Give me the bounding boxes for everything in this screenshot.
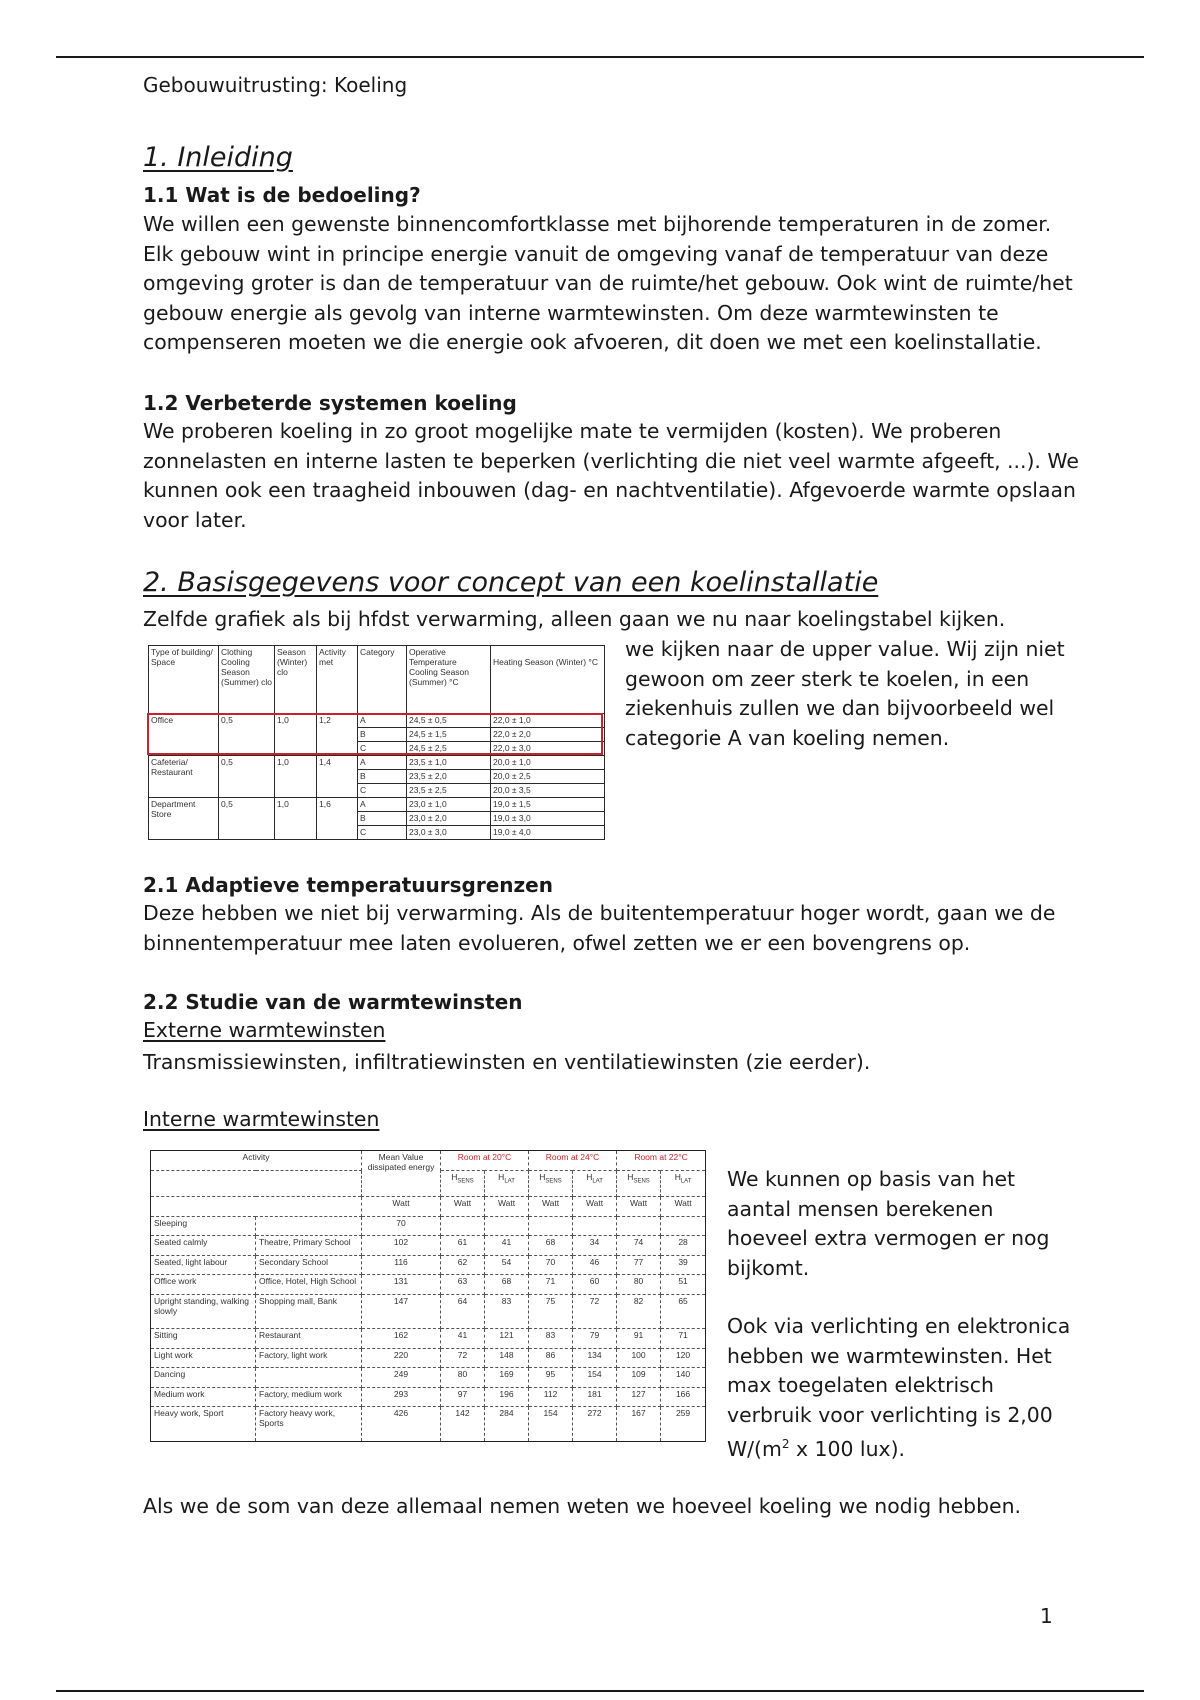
- t2-example: Office, Hotel, High School: [256, 1275, 362, 1295]
- t2-mean: 426: [362, 1407, 441, 1442]
- t1-heat: 22,0 ± 2,0: [491, 728, 605, 742]
- subsection-1-2-heading: 1.2 Verbeterde systemen koeling: [143, 391, 517, 415]
- t1-header-operative: Operative Temperature: [409, 647, 457, 667]
- t2-value: 41: [485, 1236, 529, 1256]
- t2-value: 51: [661, 1275, 706, 1295]
- t1-cool: 23,5 ± 2,0: [407, 770, 491, 784]
- t1-cat: A: [358, 756, 407, 770]
- t2-mean: 131: [362, 1275, 441, 1295]
- t2-value: 61: [441, 1236, 485, 1256]
- t2-value: 77: [617, 1255, 661, 1275]
- t1-heat: 22,0 ± 1,0: [491, 714, 605, 728]
- t2-value: 112: [529, 1387, 573, 1407]
- t2-activity: Seated, light labour: [151, 1255, 256, 1275]
- t2-header-room24: Room at 24°C: [529, 1151, 617, 1171]
- t1-heat: 20,0 ± 1,0: [491, 756, 605, 770]
- t2-unit: Watt: [441, 1197, 485, 1217]
- section1-heading: 1. Inleiding: [143, 142, 293, 173]
- table-row: [151, 1275, 706, 1295]
- office-row-highlight: [147, 713, 603, 755]
- t2-value: 54: [485, 1255, 529, 1275]
- t2-value: 39: [661, 1255, 706, 1275]
- t2-value: 109: [617, 1368, 661, 1388]
- t2-value: [573, 1216, 617, 1236]
- paragraph-1-2: [143, 417, 1079, 535]
- t1-clo-summer: 0,5: [219, 756, 275, 798]
- table-unit-row: [151, 1197, 706, 1217]
- t1-clo-winter: 1,0: [275, 798, 317, 840]
- paragraph-1-1: [143, 210, 1073, 358]
- t2-header-activity: Activity: [151, 1151, 362, 1171]
- t1-header-category: Category: [358, 646, 407, 714]
- t2-value: 83: [529, 1329, 573, 1349]
- t2-value: 86: [529, 1348, 573, 1368]
- section2-intro: Zelfde grafiek als bij hfdst verwarming, alleen gaan we nu naar koelingstabel kijken.: [143, 607, 1006, 631]
- t1-cat: C: [358, 784, 407, 798]
- table-row: [151, 1407, 706, 1442]
- t2-example: Factory heavy work, Sports: [256, 1407, 362, 1442]
- t2-mean: 147: [362, 1294, 441, 1329]
- t2-mean: 162: [362, 1329, 441, 1349]
- text-line: Deze hebben we niet bij verwarming. Als de buitentemperatuur hoger wordt, gaan we de: [143, 901, 1056, 925]
- t2-value: 71: [529, 1275, 573, 1295]
- t1-heat: 19,0 ± 1,5: [491, 798, 605, 812]
- text-line: ziekenhuis zullen we dan bijvoorbeeld wel: [625, 696, 1055, 720]
- t1-space: Cafeteria/ Restaurant: [149, 756, 219, 798]
- t1-space: Office: [149, 714, 219, 756]
- text-line: Elk gebouw wint in principe energie vanuit de omgeving vanaf de temperatuur van deze: [143, 241, 1049, 266]
- t2-value: 142: [441, 1407, 485, 1442]
- t1-cool: 23,0 ± 2,0: [407, 812, 491, 826]
- text-line: voor later.: [143, 507, 247, 532]
- t1-cool: 24,5 ± 0,5: [407, 714, 491, 728]
- table-row: [149, 756, 605, 770]
- t1-heat: 19,0 ± 4,0: [491, 826, 605, 840]
- t2-example: Factory, light work: [256, 1348, 362, 1368]
- t2-value: 60: [573, 1275, 617, 1295]
- text-line: Ook via verlichting en elektronica: [727, 1314, 1071, 1338]
- internal-heat-gains-table: [150, 1150, 705, 1442]
- comfort-category-table: [148, 645, 604, 840]
- t2-value: [529, 1216, 573, 1236]
- external-gains-title: Externe warmtewinsten: [143, 1018, 386, 1042]
- top-rule: [56, 56, 1144, 58]
- paragraph-2-1: [143, 899, 1055, 958]
- bottom-rule: [56, 1690, 1144, 1692]
- t2-value: 259: [661, 1407, 706, 1442]
- text-line: hoeveel extra vermogen er nog: [727, 1226, 1050, 1250]
- t2-header-hsens: $H_{SENS}$: [529, 1170, 573, 1197]
- t2-example: Restaurant: [256, 1329, 362, 1349]
- t2-value: 83: [485, 1294, 529, 1329]
- t1-met: 1,4: [317, 756, 358, 798]
- t2-value: 181: [573, 1387, 617, 1407]
- t1-clo-winter: 1,0: [275, 756, 317, 798]
- subsection-2-2-heading: 2.2 Studie van de warmtewinsten: [143, 990, 523, 1014]
- text-line: omgeving groter is dan de temperatuur van de ruimte/het gebouw. Ook wint de ruimte/het: [143, 271, 1073, 295]
- text-line: kunnen ook een traagheid inbouwen (dag- en nachtventilatie). Afgevoerde warmte opslaan: [143, 478, 1076, 502]
- t2-mean: 70: [362, 1216, 441, 1236]
- text-line: compenseren moeten we die energie ook afvoeren, dit doen we met een koelinstallatie.: [143, 330, 1042, 354]
- text-line: We kunnen op basis van het: [727, 1167, 1016, 1191]
- t2-value: 41: [441, 1329, 485, 1349]
- t2-example: Theatre, Primary School: [256, 1236, 362, 1256]
- table-row: [149, 798, 605, 812]
- t2-value: 68: [485, 1275, 529, 1295]
- t2-header-hlat: $H_{LAT}$: [485, 1170, 529, 1197]
- t1-cat: A: [358, 798, 407, 812]
- t1-heat: 22,0 ± 3,0: [491, 742, 605, 756]
- t2-value: 72: [573, 1294, 617, 1329]
- t2-unit: Watt: [529, 1197, 573, 1217]
- t2-value: 166: [661, 1387, 706, 1407]
- t2-example: [256, 1368, 362, 1388]
- t1-header-type: Type of building/ Space: [149, 646, 219, 714]
- t2-value: 154: [573, 1368, 617, 1388]
- t2-header-hlat: $H_{LAT}$: [661, 1170, 706, 1197]
- t2-header-hsens: $H_{SENS}$: [441, 1170, 485, 1197]
- t2-header-room20: Room at 20°C: [441, 1151, 529, 1171]
- t2-value: 64: [441, 1294, 485, 1329]
- table-header-row: [151, 1151, 706, 1171]
- t2-unit: Watt: [485, 1197, 529, 1217]
- text-line: gebouw energie als gevolg van interne warmtewinsten. Om deze warmtewinsten te: [143, 300, 999, 325]
- table2-side-note: [727, 1165, 1070, 1464]
- t2-activity: Light work: [151, 1348, 256, 1368]
- t2-value: 140: [661, 1368, 706, 1388]
- t2-activity: Sitting: [151, 1329, 256, 1349]
- t1-header-clothing: Clothing Cooling Season (Summer) clo: [219, 646, 275, 714]
- t2-unit: Watt: [573, 1197, 617, 1217]
- t2-value: 121: [485, 1329, 529, 1349]
- t2-value: 63: [441, 1275, 485, 1295]
- t1-header-winter: Season (Winter) clo: [275, 646, 317, 714]
- t1-header-cooling-label: Cooling Season (Summer) °C: [409, 667, 470, 687]
- t2-example: Shopping mall, Bank: [256, 1294, 362, 1329]
- text-line: aantal mensen berekenen: [727, 1196, 994, 1221]
- t2-value: 82: [617, 1294, 661, 1329]
- text-line: $W/(m^2$ x 100 lux).: [727, 1436, 906, 1461]
- t2-value: 46: [573, 1255, 617, 1275]
- t1-cool: 23,0 ± 3,0: [407, 826, 491, 840]
- text-line: binnentemperatuur mee laten evolueren, ofwel zetten we er een bovengrens op.: [143, 930, 971, 955]
- t2-value: 74: [617, 1236, 661, 1256]
- t1-clo-winter: 1,0: [275, 714, 317, 756]
- t2-value: 28: [661, 1236, 706, 1256]
- t2-value: 134: [573, 1348, 617, 1368]
- t1-cat: B: [358, 770, 407, 784]
- t1-heat: 20,0 ± 3,5: [491, 784, 605, 798]
- t2-value: 70: [529, 1255, 573, 1275]
- t2-value: 100: [617, 1348, 661, 1368]
- closing-sentence: Als we de som van deze allemaal nemen weten we hoeveel koeling we nodig hebben.: [143, 1494, 1022, 1518]
- t2-value: 127: [617, 1387, 661, 1407]
- t2-header-mean: Mean Value dissipated energy: [362, 1151, 441, 1197]
- t2-value: 68: [529, 1236, 573, 1256]
- t2-activity: Sleeping: [151, 1216, 256, 1236]
- t1-clo-summer: 0,5: [219, 798, 275, 840]
- t2-example: Factory, medium work: [256, 1387, 362, 1407]
- t1-cat: B: [358, 728, 407, 742]
- t2-header-hlat: $H_{LAT}$: [573, 1170, 617, 1197]
- t2-activity: Office work: [151, 1275, 256, 1295]
- t1-cat: B: [358, 812, 407, 826]
- t2-mean: 220: [362, 1348, 441, 1368]
- t2-value: [661, 1216, 706, 1236]
- t2-value: 62: [441, 1255, 485, 1275]
- running-head: Gebouwuitrusting: Koeling: [143, 73, 408, 97]
- t2-activity: Seated calmly: [151, 1236, 256, 1256]
- t2-value: 80: [441, 1368, 485, 1388]
- t2-example: [256, 1216, 362, 1236]
- t2-mean: 249: [362, 1368, 441, 1388]
- t2-mean: 116: [362, 1255, 441, 1275]
- t1-heat: 19,0 ± 3,0: [491, 812, 605, 826]
- text-line: bijkomt.: [727, 1255, 810, 1280]
- section2-heading: 2. Basisgegevens voor concept van een koelinstallatie: [143, 567, 879, 598]
- t1-cool: 23,5 ± 1,0: [407, 756, 491, 770]
- subsection-1-1-heading: 1.1 Wat is de bedoeling?: [143, 183, 421, 207]
- t1-cool: 23,0 ± 1,0: [407, 798, 491, 812]
- table-row: [151, 1348, 706, 1368]
- t1-cool: 24,5 ± 2,5: [407, 742, 491, 756]
- table-row: [151, 1387, 706, 1407]
- t1-met: 1,6: [317, 798, 358, 840]
- t1-clo-summer: 0,5: [219, 714, 275, 756]
- t2-value: 284: [485, 1407, 529, 1442]
- t2-value: 120: [661, 1348, 706, 1368]
- t2-unit: Watt: [617, 1197, 661, 1217]
- t2-value: 75: [529, 1294, 573, 1329]
- t2-value: 34: [573, 1236, 617, 1256]
- t2-value: 196: [485, 1387, 529, 1407]
- t2-value: 72: [441, 1348, 485, 1368]
- text-line: we kijken naar de upper value. Wij zijn niet: [625, 637, 1065, 661]
- text-line: We willen een gewenste binnencomfortklasse met bijhorende temperaturen in de zomer.: [143, 212, 1052, 236]
- table-row: [151, 1216, 706, 1236]
- t2-activity: Medium work: [151, 1387, 256, 1407]
- t1-header-activity: Activity met: [317, 646, 358, 714]
- internal-gains-title: Interne warmtewinsten: [143, 1107, 380, 1131]
- t2-value: 79: [573, 1329, 617, 1349]
- t2-value: 154: [529, 1407, 573, 1442]
- t1-met: 1,2: [317, 714, 358, 756]
- t1-header-heating: [491, 646, 605, 714]
- t1-space: Department Store: [149, 798, 219, 840]
- t2-value: [485, 1216, 529, 1236]
- t2-value: 167: [617, 1407, 661, 1442]
- text-line: hebben we warmtewinsten. Het: [727, 1343, 1052, 1368]
- t2-value: 169: [485, 1368, 529, 1388]
- t1-header-heating-label: Heating Season (Winter) °C: [493, 657, 598, 667]
- t2-value: [617, 1216, 661, 1236]
- t2-value: 71: [661, 1329, 706, 1349]
- t2-value: 148: [485, 1348, 529, 1368]
- t2-header-room22: Room at 22°C: [617, 1151, 706, 1171]
- t1-cat: C: [358, 742, 407, 756]
- t2-mean: 102: [362, 1236, 441, 1256]
- t2-unit: Watt: [661, 1197, 706, 1217]
- t2-unit: Watt: [362, 1197, 441, 1217]
- text-line: gewoon om zeer sterk te koelen, in een: [625, 666, 1030, 691]
- table-row: [151, 1329, 706, 1349]
- t2-value: 91: [617, 1329, 661, 1349]
- table-row: [151, 1294, 706, 1329]
- text-line: categorie A van koeling nemen.: [625, 725, 950, 750]
- text-line: max toegelaten elektrisch: [727, 1373, 994, 1397]
- text-line: zonnelasten en interne lasten te beperken (verlichting die niet veel warmte afgeeft, ...). We: [143, 448, 1079, 473]
- table-row: [151, 1368, 706, 1388]
- t2-mean: 293: [362, 1387, 441, 1407]
- t2-activity: Upright standing, walking slowly: [151, 1294, 256, 1329]
- t2-value: 97: [441, 1387, 485, 1407]
- t2-value: 80: [617, 1275, 661, 1295]
- t2-example: Secondary School: [256, 1255, 362, 1275]
- table1-side-note: [625, 635, 1065, 753]
- t1-header-cooling: [407, 646, 491, 714]
- t2-value: 272: [573, 1407, 617, 1442]
- t2-header-hsens: $H_{SENS}$: [617, 1170, 661, 1197]
- t2-value: [441, 1216, 485, 1236]
- t1-cat: A: [358, 714, 407, 728]
- external-gains-text: Transmissiewinsten, infiltratiewinsten en ventilatiewinsten (zie eerder).: [143, 1050, 871, 1074]
- t1-heat: 20,0 ± 2,5: [491, 770, 605, 784]
- t2-value: 65: [661, 1294, 706, 1329]
- t2-activity: Dancing: [151, 1368, 256, 1388]
- table-row: [151, 1255, 706, 1275]
- t1-cat: C: [358, 826, 407, 840]
- subsection-2-1-heading: 2.1 Adaptieve temperatuursgrenzen: [143, 873, 553, 897]
- page-number: 1: [1040, 1604, 1053, 1628]
- t2-activity: Heavy work, Sport: [151, 1407, 256, 1442]
- t1-cool: 24,5 ± 1,5: [407, 728, 491, 742]
- text-line: verbruik voor verlichting is 2,00: [727, 1402, 1053, 1427]
- text-line: We proberen koeling in zo groot mogelijke mate te vermijden (kosten). We proberen: [143, 419, 1002, 443]
- t2-value: 95: [529, 1368, 573, 1388]
- table-row: [151, 1236, 706, 1256]
- t1-cool: 23,5 ± 2,5: [407, 784, 491, 798]
